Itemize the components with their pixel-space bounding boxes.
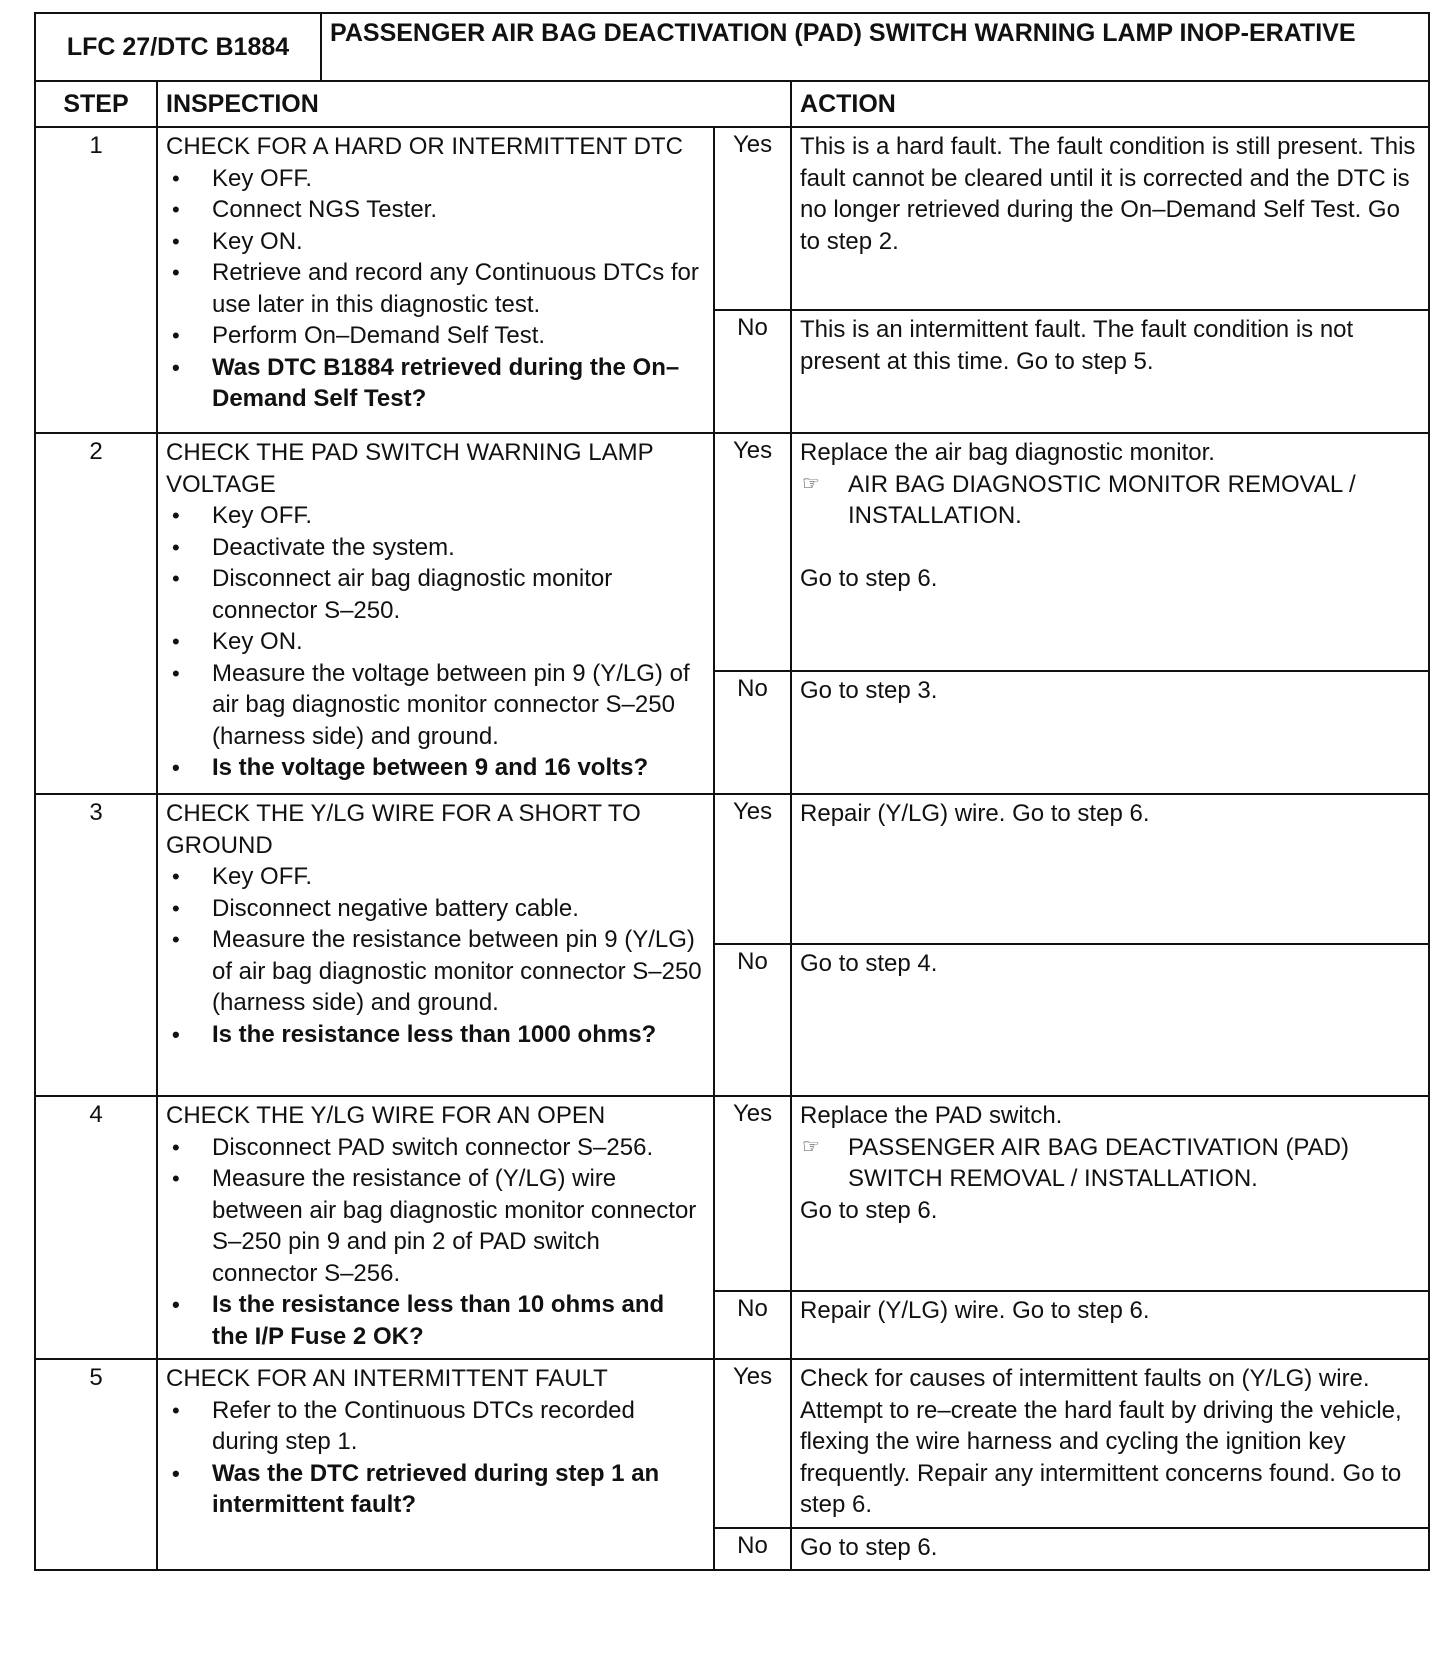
inspection-item: • Disconnect PAD switch connector S–256. (166, 1132, 705, 1164)
action-text: Replace the air bag diagnostic monitor. (800, 439, 1215, 466)
inspection-item: • Key OFF. (166, 861, 705, 893)
step-yes-row (35, 433, 1429, 671)
pointing-hand-icon: ☞ (802, 472, 820, 495)
no-label: No (714, 671, 791, 794)
inspection-item: • Perform On–Demand Self Test. (166, 320, 705, 352)
inspection-list (166, 1132, 705, 1353)
yes-label: Yes (714, 1096, 791, 1291)
action-text: This is a hard fault. The fault condition is still present. This fault cannot be cleared until it is corrected and the DTC is no longer retrieved during the On–Demand Self Test. Go to step 2. (800, 133, 1416, 255)
action-text: Repair (Y/LG) wire. Go to step 6. (800, 800, 1150, 827)
reference-line (800, 1132, 1420, 1195)
yes-action (791, 794, 1429, 944)
column-header-row (35, 81, 1429, 127)
page-title: PASSENGER AIR BAG DEACTIVATION (PAD) SWITCH WARNING LAMP INOP-ERATIVE (321, 13, 1429, 81)
yes-label: Yes (714, 1359, 791, 1528)
inspection-cell (157, 1359, 714, 1570)
no-action: Go to step 3. (791, 671, 1429, 794)
inspection-question: • Is the resistance less than 10 ohms and the I/P Fuse 2 OK? (166, 1289, 705, 1352)
inspection-list (166, 163, 705, 415)
step-yes-row (35, 1096, 1429, 1291)
inspection-title: CHECK THE PAD SWITCH WARNING LAMP VOLTAGE (166, 439, 654, 498)
action-text: Check for causes of intermittent faults on (Y/LG) wire. Attempt to re–create the hard fault by driving the vehicle, flexing the wire harness and cycling the ignition key frequently. Repair any intermittent concerns found. Go to step 6. (800, 1365, 1402, 1518)
reference-line (800, 469, 1420, 532)
inspection-title: CHECK THE Y/LG WIRE FOR A SHORT TO GROUND (166, 800, 641, 859)
yes-action (791, 127, 1429, 310)
step-yes-row (35, 1359, 1429, 1528)
inspection-item: • Deactivate the system. (166, 532, 705, 564)
no-action: This is an intermittent fault. The fault condition is not present at this time. Go to step 5. (791, 310, 1429, 433)
inspection-list (166, 861, 705, 1050)
inspection-title: CHECK FOR AN INTERMITTENT FAULT (166, 1365, 608, 1392)
no-label: No (714, 944, 791, 1096)
goto-text: Go to step 6. (800, 1196, 938, 1224)
step-yes-row (35, 794, 1429, 944)
inspection-item: • Measure the resistance between pin 9 (Y/LG) of air bag diagnostic monitor connector S–250 (harness side) and ground. (166, 924, 705, 1019)
yes-label: Yes (714, 794, 791, 944)
inspection-item: • Connect NGS Tester. (166, 194, 705, 226)
inspection-cell (157, 127, 714, 433)
step-number: 2 (35, 433, 157, 794)
inspection-column-header: INSPECTION (157, 81, 791, 127)
inspection-list (166, 500, 705, 784)
title-row (35, 13, 1429, 81)
no-action: Go to step 4. (791, 944, 1429, 1096)
steps-body (35, 127, 1429, 1570)
action-column-header: ACTION (791, 81, 1429, 127)
no-label: No (714, 310, 791, 433)
yes-action (791, 1359, 1429, 1528)
inspection-question: • Is the voltage between 9 and 16 volts? (166, 752, 705, 784)
inspection-cell (157, 433, 714, 794)
diagnostic-table-frame (34, 12, 1428, 1571)
inspection-question: • Was DTC B1884 retrieved during the On–Demand Self Test? (166, 352, 705, 415)
reference-text: AIR BAG DIAGNOSTIC MONITOR REMOVAL / INSTALLATION. (848, 470, 1356, 529)
inspection-cell (157, 1096, 714, 1359)
inspection-item: • Key ON. (166, 226, 705, 258)
yes-action (791, 433, 1429, 671)
inspection-question: • Was the DTC retrieved during step 1 an intermittent fault? (166, 1458, 705, 1521)
inspection-item: • Key ON. (166, 626, 705, 658)
inspection-title: CHECK FOR A HARD OR INTERMITTENT DTC (166, 133, 683, 160)
step-number: 5 (35, 1359, 157, 1570)
inspection-cell (157, 794, 714, 1096)
inspection-question: • Is the resistance less than 1000 ohms? (166, 1019, 705, 1051)
no-action: Go to step 6. (791, 1528, 1429, 1571)
step-number: 3 (35, 794, 157, 1096)
no-label: No (714, 1528, 791, 1571)
step-yes-row (35, 127, 1429, 310)
fault-code: LFC 27/DTC B1884 (35, 13, 321, 81)
inspection-item: • Refer to the Continuous DTCs recorded during step 1. (166, 1395, 705, 1458)
inspection-item: • Disconnect negative battery cable. (166, 893, 705, 925)
yes-label: Yes (714, 127, 791, 310)
spacer (800, 532, 1420, 563)
no-label: No (714, 1291, 791, 1359)
inspection-item: • Retrieve and record any Continuous DTCs for use later in this diagnostic test. (166, 257, 705, 320)
action-text: Replace the PAD switch. (800, 1102, 1063, 1129)
inspection-item: • Key OFF. (166, 500, 705, 532)
diagnostic-table (34, 12, 1430, 1571)
step-number: 1 (35, 127, 157, 433)
inspection-item: • Key OFF. (166, 163, 705, 195)
yes-action (791, 1096, 1429, 1291)
reference-text: PASSENGER AIR BAG DEACTIVATION (PAD) SWITCH REMOVAL / INSTALLATION. (848, 1133, 1349, 1192)
inspection-item: • Measure the resistance of (Y/LG) wire between air bag diagnostic monitor connector S–250 pin 9 and pin 2 of PAD switch connector S–256. (166, 1163, 705, 1289)
inspection-item: • Measure the voltage between pin 9 (Y/LG) of air bag diagnostic monitor connector S–250 (harness side) and ground. (166, 658, 705, 753)
pointing-hand-icon: ☞ (802, 1135, 820, 1158)
step-column-header: STEP (35, 81, 157, 127)
no-action: Repair (Y/LG) wire. Go to step 6. (791, 1291, 1429, 1359)
inspection-title: CHECK THE Y/LG WIRE FOR AN OPEN (166, 1102, 606, 1129)
goto-text: Go to step 6. (800, 564, 938, 592)
step-number: 4 (35, 1096, 157, 1359)
inspection-item: • Disconnect air bag diagnostic monitor connector S–250. (166, 563, 705, 626)
yes-label: Yes (714, 433, 791, 671)
inspection-list (166, 1395, 705, 1521)
